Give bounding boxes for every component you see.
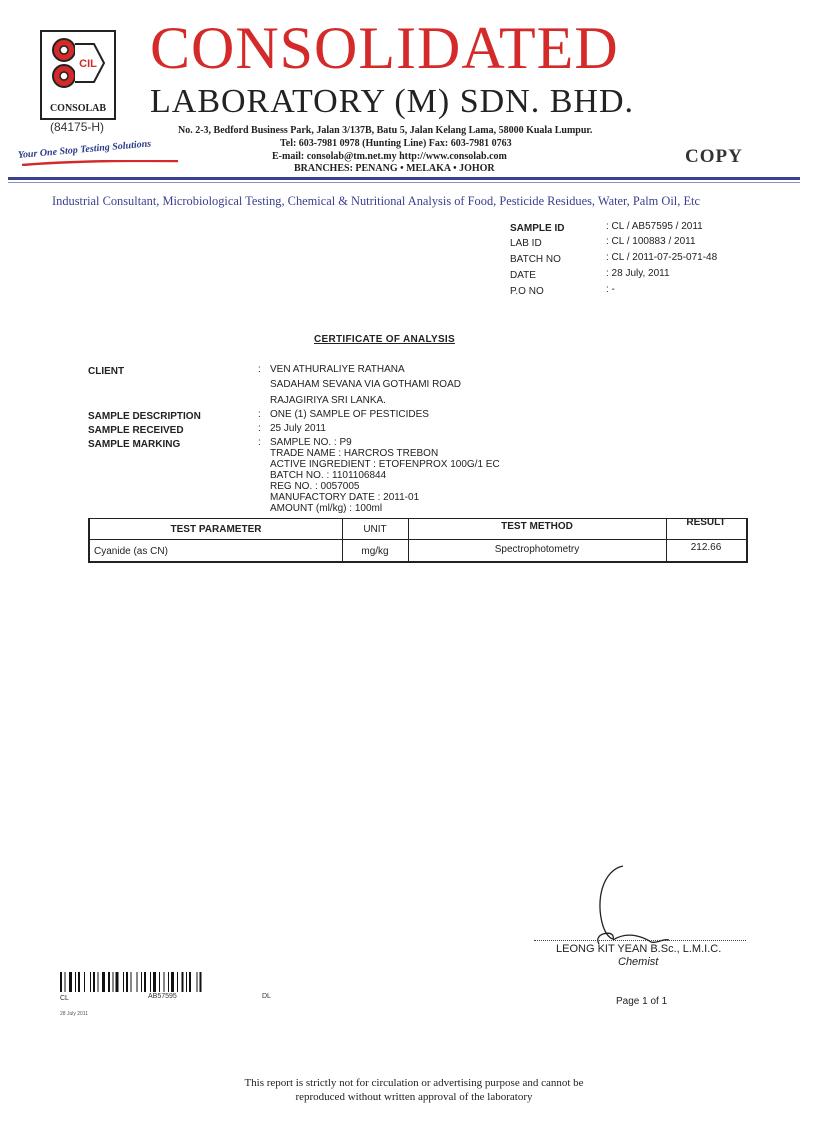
copy-stamp: COPY <box>685 146 743 167</box>
marking-colon: : <box>258 437 261 448</box>
barcode-mid-text: AB57595 <box>148 993 177 1000</box>
header-test-method: TEST METHOD <box>501 521 573 532</box>
sample-received-value: 25 July 2011 <box>270 423 326 434</box>
signature-line <box>534 940 746 941</box>
marking-line-2: TRADE NAME : HARCROS TREBON <box>270 448 439 459</box>
batch-no-label: BATCH NO <box>510 254 561 265</box>
cell-parameter: Cyanide (as CN) <box>94 546 168 557</box>
header-unit: UNIT <box>363 524 387 535</box>
sample-marking-label: SAMPLE MARKING <box>88 439 181 450</box>
marking-line-4: BATCH NO. : 1101106844 <box>270 470 387 481</box>
signer-name: LEONG KIT YEAN B.Sc., L.M.I.C. <box>556 943 722 955</box>
sample-id-label: SAMPLE ID <box>510 223 565 234</box>
signature-icon <box>585 860 685 950</box>
marking-line-5: REG NO. : 0057005 <box>270 481 360 492</box>
header-result: RESULT <box>686 517 726 528</box>
client-line-1: VEN ATHURALIYE RATHANA <box>270 364 405 375</box>
tagline-underline-icon <box>22 160 178 166</box>
company-email-web: E-mail: consolab@tm.net.my http://www.consolab.com <box>272 151 507 162</box>
company-name-line2: LABORATORY (M) SDN. BHD. <box>150 83 634 120</box>
barcode-icon <box>60 972 246 992</box>
company-address: No. 2-3, Bedford Business Park, Jalan 3/137B, Batu 5, Jalan Kelang Lama, 58000 Kuala Lumpur. <box>178 125 593 136</box>
date-value: : 28 July, 2011 <box>606 268 670 279</box>
footer-line-2: reproduced without written approval of the laboratory <box>295 1091 533 1103</box>
company-branches: BRANCHES: PENANG • MELAKA • JOHOR <box>294 163 495 174</box>
cell-result: 212.66 <box>690 542 722 553</box>
table-header-divider <box>90 539 746 540</box>
lab-id-label: LAB ID <box>510 238 542 249</box>
description-colon: : <box>258 409 261 420</box>
batch-no-value: : CL / 2011-07-25-071-48 <box>606 252 718 263</box>
company-name-line1: CONSOLIDATED <box>150 15 619 81</box>
client-line-2: SADAHAM SEVANA VIA GOTHAMI ROAD <box>270 379 461 390</box>
sample-description-label: SAMPLE DESCRIPTION <box>88 411 201 422</box>
po-no-value: : - <box>606 284 615 295</box>
date-label: DATE <box>510 270 536 281</box>
sample-received-label: SAMPLE RECEIVED <box>88 425 184 436</box>
lab-id-value: : CL / 100883 / 2011 <box>606 236 696 247</box>
footer-line-1: This report is strictly not for circulation or advertising purpose and cannot be <box>244 1077 584 1089</box>
marking-line-3: ACTIVE INGREDIENT : ETOFENPROX 100G/1 EC <box>270 459 500 470</box>
header-divider <box>8 177 800 180</box>
cell-unit: mg/kg <box>361 546 389 557</box>
cell-method: Spectrophotometry <box>494 544 580 555</box>
results-table <box>88 518 748 563</box>
signer-title: Chemist <box>618 956 659 968</box>
services-line: Industrial Consultant, Microbiological Testing, Chemical & Nutritional Analysis of Food, Pesticide Residues, Water, Palm Oil, Etc <box>52 194 700 208</box>
client-label: CLIENT <box>88 366 125 377</box>
marking-line-6: MANUFACTORY DATE : 2011-01 <box>270 492 420 503</box>
barcode-left-text: CL <box>60 995 69 1002</box>
company-logo <box>40 30 116 120</box>
received-colon: : <box>258 423 261 434</box>
header-divider-thin <box>8 182 800 183</box>
page-number: Page 1 of 1 <box>616 996 668 1007</box>
lab-emblem-icon <box>42 32 114 98</box>
client-colon: : <box>258 364 261 375</box>
logo-badge: CIL <box>79 58 97 70</box>
sample-description-value: ONE (1) SAMPLE OF PESTICIDES <box>270 409 429 420</box>
registration-number: (84175-H) <box>50 120 105 134</box>
header-test-parameter: TEST PARAMETER <box>170 524 262 535</box>
logo-word: CONSOLAB <box>49 103 107 114</box>
company-tel-fax: Tel: 603-7981 0978 (Hunting Line) Fax: 603-7981 0763 <box>280 138 512 149</box>
barcode-right-text: DL <box>262 993 271 1000</box>
po-no-label: P.O NO <box>510 286 544 297</box>
sample-id-value: : CL / AB57595 / 2011 <box>606 221 703 232</box>
barcode-date: 28 July 2011 <box>60 1011 88 1017</box>
client-line-3: RAJAGIRIYA SRI LANKA. <box>270 395 386 406</box>
marking-line-7: AMOUNT (ml/kg) : 100ml <box>270 503 383 514</box>
tagline: Your One Stop Testing Solutions <box>17 138 152 161</box>
certificate-title: CERTIFICATE OF ANALYSIS <box>314 334 455 345</box>
marking-line-1: SAMPLE NO. : P9 <box>270 437 352 448</box>
